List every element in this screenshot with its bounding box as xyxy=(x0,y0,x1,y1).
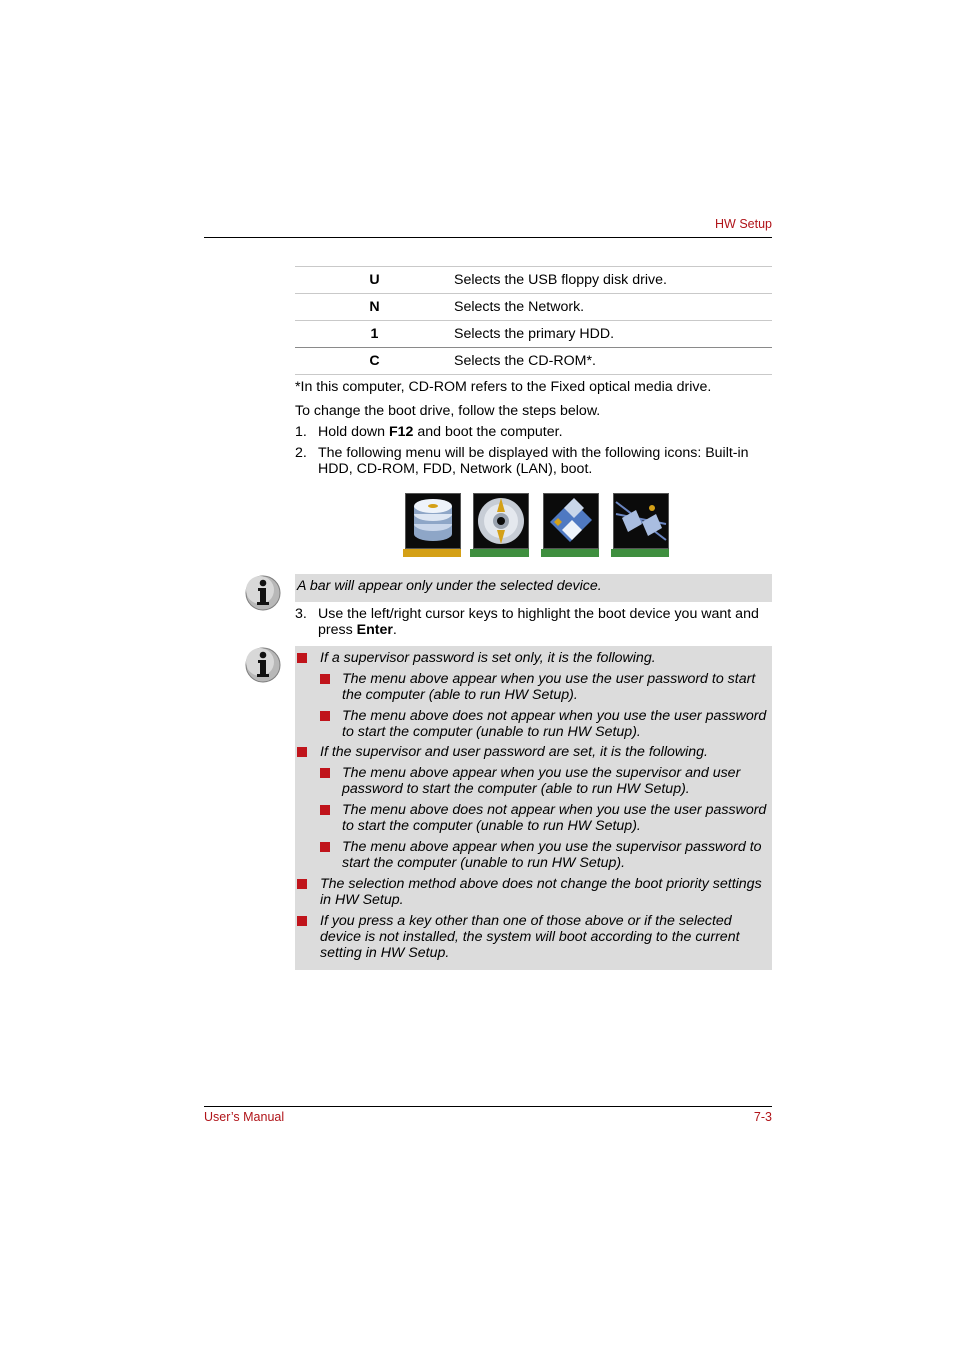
list-item xyxy=(295,445,772,477)
device-bar xyxy=(470,549,529,557)
intro-text: To change the boot drive, follow the steps below. xyxy=(295,403,601,419)
table-key-cell: C xyxy=(295,348,454,375)
table-key-cell: 1 xyxy=(295,321,454,348)
device-bar xyxy=(541,549,599,557)
boot-key-table xyxy=(295,266,772,375)
table-desc-cell: Selects the CD-ROM*. xyxy=(454,348,772,375)
bullet-square-icon xyxy=(320,805,330,815)
table-key-cell: U xyxy=(295,267,454,294)
step-text: Hold down xyxy=(318,424,389,440)
cd-rom-icon xyxy=(473,493,529,549)
note-sub-bullet: The menu above does not appear when you use the user password to start the computer (unable to run HW Setup). xyxy=(342,802,767,834)
table-row xyxy=(295,294,772,321)
step-number: 3. xyxy=(295,606,307,622)
list-item xyxy=(295,606,772,638)
key-name: F12 xyxy=(388,424,414,440)
table-key-cell: N xyxy=(295,294,454,321)
step-number: 1. xyxy=(295,424,307,440)
page-number: 7-3 xyxy=(753,1110,772,1124)
step-text: The following menu will be displayed with the following icons: Built-in xyxy=(318,445,749,461)
step-text: and boot the computer. xyxy=(413,424,563,440)
header-divider xyxy=(204,237,772,238)
step-text: press xyxy=(318,622,357,638)
footer-manual-title: User’s Manual xyxy=(204,1110,285,1124)
network-lan-icon xyxy=(613,493,669,549)
key-name: Enter xyxy=(356,622,393,638)
device-bar xyxy=(611,549,669,557)
list-item xyxy=(295,424,772,440)
note-bullet: If you press a key other than one of those above or if the selected device is not installed, the system will boot according to the current setting in HW Setup. xyxy=(320,913,740,961)
table-row xyxy=(295,321,772,348)
selected-device-bar xyxy=(403,549,461,557)
bullet-square-icon xyxy=(320,674,330,684)
note-bullet: If a supervisor password is set only, it is the following. xyxy=(320,650,656,666)
floppy-disk-icon xyxy=(543,493,599,549)
header-section-title: HW Setup xyxy=(715,217,772,231)
bullet-square-icon xyxy=(320,768,330,778)
bullet-square-icon xyxy=(297,747,307,757)
table-row xyxy=(295,348,772,375)
note-bullet: If the supervisor and user password are set, it is the following. xyxy=(320,744,708,760)
step-text: Use the left/right cursor keys to highlight the boot device you want and xyxy=(318,606,759,622)
bullet-square-icon xyxy=(297,879,307,889)
note-sub-bullet: The menu above appear when you use the supervisor password to start the computer (unable to run HW Setup). xyxy=(342,839,762,871)
bullet-square-icon xyxy=(297,916,307,926)
bullet-square-icon xyxy=(297,653,307,663)
footnote: *In this computer, CD-ROM refers to the Fixed optical media drive. xyxy=(295,379,712,395)
step-text: . xyxy=(392,622,397,638)
bullet-square-icon xyxy=(320,711,330,721)
table-desc-cell: Selects the primary HDD. xyxy=(454,321,772,348)
table-desc-cell: Selects the USB floppy disk drive. xyxy=(454,267,772,294)
table-desc-cell: Selects the Network. xyxy=(454,294,772,321)
step-text: HDD, CD-ROM, FDD, Network (LAN), boot. xyxy=(318,461,593,477)
info-icon xyxy=(244,574,282,612)
footer-divider xyxy=(204,1106,772,1107)
step-number: 2. xyxy=(295,445,307,461)
note-sub-bullet: The menu above appear when you use the user password to start the computer (able to run HW Setup). xyxy=(342,671,756,703)
table-row xyxy=(295,267,772,294)
note-box xyxy=(295,574,772,602)
hdd-icon xyxy=(405,493,461,549)
info-icon xyxy=(244,646,282,684)
boot-device-icons xyxy=(403,493,673,557)
note-sub-bullet: The menu above appear when you use the supervisor and user password to start the computer (able to run HW Setup). xyxy=(342,765,741,797)
note-text: A bar will appear only under the selected device. xyxy=(297,578,602,594)
note-box xyxy=(295,646,772,970)
bullet-square-icon xyxy=(320,842,330,852)
note-bullet: The selection method above does not change the boot priority settings in HW Setup. xyxy=(320,876,762,908)
note-sub-bullet: The menu above does not appear when you use the user password to start the computer (unable to run HW Setup). xyxy=(342,708,767,740)
